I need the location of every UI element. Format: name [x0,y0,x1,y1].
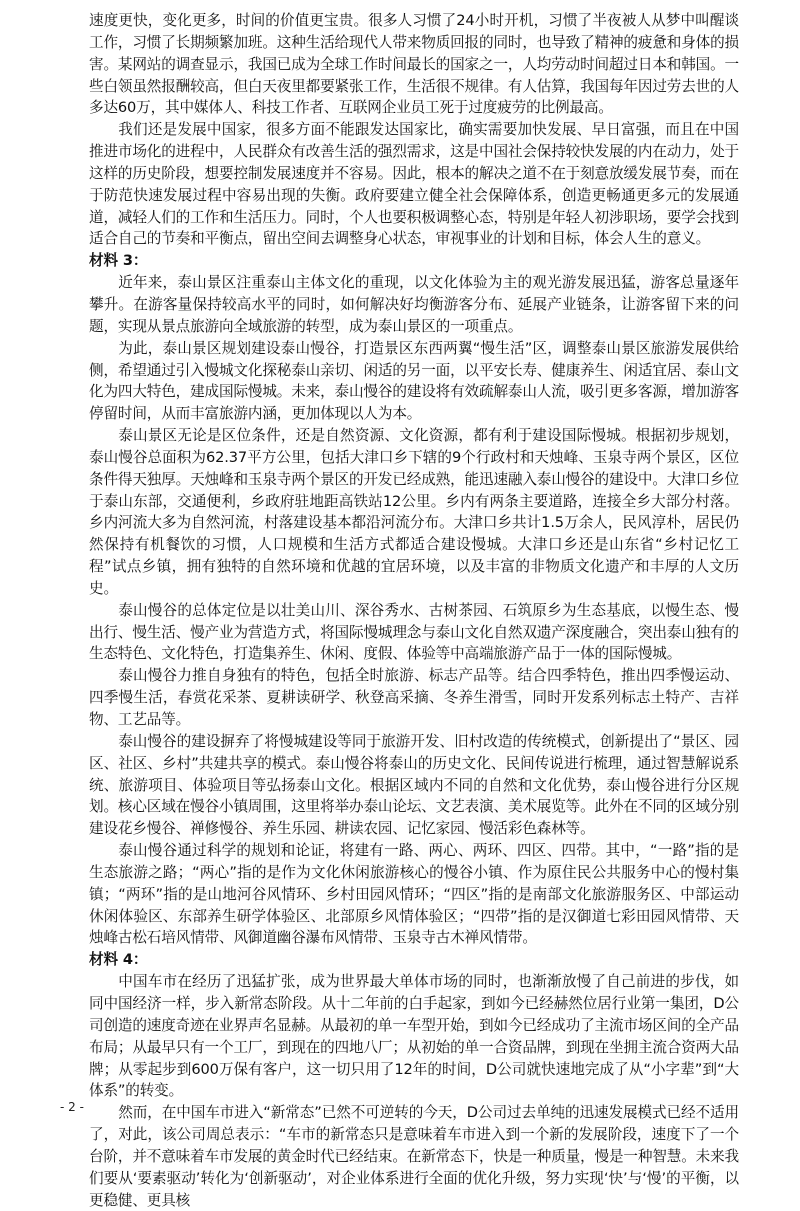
paragraph: 泰山慢谷力推自身独有的特色，包括全时旅游、标志产品等。结合四季特色，推出四季慢运动、四季慢生活，春赏花采茶、夏耕读研学、秋登高采摘、冬养生滑雪，同时开发系列标志土特产、吉祥物、工艺品等。 [89,667,739,728]
paragraph: 中国车市在经历了迅猛扩张，成为世界最大单体市场的同时，也渐渐放慢了自己前进的步伐，如同中国经济一样，步入新常态阶段。从十二年前的白手起家，到如今已经赫然位居行业第一集团，D公司创造的速度奇迹在业界声名显赫。从最初的单一车型开始，到如今已经成功了主流市场区间的全产品布局；从最早只有一个工厂，到现在的四地八厂；从初始的单一合资品牌，到现在坐拥主流合资两大品牌；从零起步到600万保有客户，这一切只用了12年的时间，D公司就快速地完成了从“小字辈”到“大体系”的转变。 [89,973,739,1100]
paragraph: 为此，泰山景区规划建设泰山慢谷，打造景区东西两翼“慢生活”区，调整泰山景区旅游发展供给侧，希望通过引入慢城文化探秘泰山亲切、闲适的另一面，以平安长寿、健康养生、闲适宜居、泰山文化为四大特色，建成国际慢城。未来，泰山慢谷的建设将有效疏解泰山人流，吸引更多客源，增加游客停留时间，从而丰富旅游内涵，更加体现以人为本。 [89,339,739,423]
section-heading: 材料 3： [89,252,148,270]
paragraph: 泰山慢谷的建设摒弃了将慢城建设等同于旅游开发、旧村改造的传统模式，创新提出了“景区、园区、社区、乡村”共建共享的模式。泰山慢谷将泰山的历史文化、民间传说进行梳理，通过智慧解说系统、旅游项目、体验项目等弘扬泰山文化。根据区域内不同的自然和文化优势，泰山慢谷进行分区规划。核心区域在慢谷小镇周围，这里将举办泰山论坛、文艺表演、美术展览等。此外在不同的区域分别建设花乡慢谷、禅修慢谷、养生乐园、耕读农园、记忆家园、慢活彩色森林等。 [89,732,739,838]
page-number: - 2 - [60,1100,84,1114]
paragraph: 泰山慢谷通过科学的规划和论证，将建有一路、两心、两环、四区、四带。其中，“一路”指的是生态旅游之路；“两心”指的是作为文化休闲旅游核心的慢谷小镇、作为原住民公共服务中心的慢村集镇；“两环”指的是山地河谷风情环、乡村田园风情环；“四区”指的是南部文化旅游服务区、中部运动休闲体验区、东部养生研学体验区、北部原乡风情体验区；“四带”指的是汉御道七彩田园风情带、天烛峰古松石培风情带、风御道幽谷瀑布风情带、玉泉寺古木禅风情带。 [89,842,739,947]
paragraph: 泰山景区无论是区位条件，还是自然资源、文化资源，都有利于建设国际慢城。根据初步规划，泰山慢谷总面积为62.37平方公里，包括大津口乡下辖的9个行政村和天烛峰、玉泉寺两个景区，区位条件得天独厚。天烛峰和玉泉寺两个景区的开发已经成熟，能迅速融入泰山慢谷的建设中。大津口乡位于泰山东部，交通便利，乡政府驻地距高铁站12公里。乡内有两条主要道路，连接全乡大部分村落。乡内河流大多为自然河流，村落建设基本都沿河流分布。大津口乡共计1.5万余人，民风淳朴，居民仍然保持有机餐饮的习惯，人口规模和生活方式都适合建设慢城。大津口乡还是山东省“乡村记忆工程”试点乡镇，拥有独特的自然环境和优越的宜居环境，以及丰富的非物质文化遗产和丰厚的人文历史。 [89,427,739,597]
paragraph: 近年来，泰山景区注重泰山主体文化的重现，以文化体验为主的观光游发展迅猛，游客总量逐年攀升。在游客量保持较高水平的同时，如何解决好均衡游客分布、延展产业链条，让游客留下来的问题，实现从景点旅游向全域旅游的转型，成为泰山景区的一项重点。 [89,274,739,335]
section-heading: 材料 4： [89,951,148,969]
paragraph: 我们还是发展中国家，很多方面不能跟发达国家比，确实需要加快发展、早日富强，而且在中国推进市场化的进程中，人民群众有改善生活的强烈需求，这是中国社会保持较快发展的内在动力，处于这样的历史阶段，想要控制发展速度并不容易。因此，根本的解决之道不在于刻意放缓发展节奏，而在于防范快速发展过程中容易出现的失衡。政府要建立健全社会保障体系，创造更畅通更多元的发展通道，减轻人们的工作和生活压力。同时，个人也要积极调整心态，特别是年轻人初涉职场，要学会找到适合自己的节奏和平衡点，留出空间去调整身心状态，审视事业的计划和目标，体会人生的意义。 [89,121,739,248]
paragraph: 泰山慢谷的总体定位是以壮美山川、深谷秀水、古树茶园、石筑原乡为生态基底，以慢生态、慢出行、慢生活、慢产业为营造方式，将国际慢城理念与泰山文化自然双遗产深度融合，突出泰山独有的生态特色、文化特色，打造集养生、休闲、度假、体验等中高端旅游产品于一体的国际慢城。 [89,601,739,663]
paragraph: 然而，在中国车市进入“新常态”已然不可逆转的今天，D公司过去单纯的迅速发展模式已经不适用了，对此，该公司周总表示：“车市的新常态只是意味着车市进入到一个新的发展阶段，速度下了一个台阶，并不意味着车市发展的黄金时代已经结束。在新常态下，快是一种质量，慢是一种智慧。未来我们要从‘要素驱动’转化为‘创新驱动’，对企业体系进行全面的优化升级，努力实现‘快’与‘慢’的平衡，以更稳健、更具核 [89,1104,739,1209]
document-body [89,10,739,1211]
paragraph-continued: 速度更快，变化更多，时间的价值更宝贵。很多人习惯了24小时开机，习惯了半夜被人从梦中叫醒谈工作，习惯了长期频繁加班。这种生活给现代人带来物质回报的同时，也导致了精神的疲惫和身体的损害。某网站的调查显示，我国已成为全球工作时间最长的国家之一，人均劳动时间超过日本和韩国。一些白领虽然报酬较高，但白天夜里都要紧张工作，生活很不规律。有人估算，我国每年因过劳去世的人多达60万，其中媒体人、科技工作者、互联网企业员工死于过度疲劳的比例最高。 [89,12,739,117]
